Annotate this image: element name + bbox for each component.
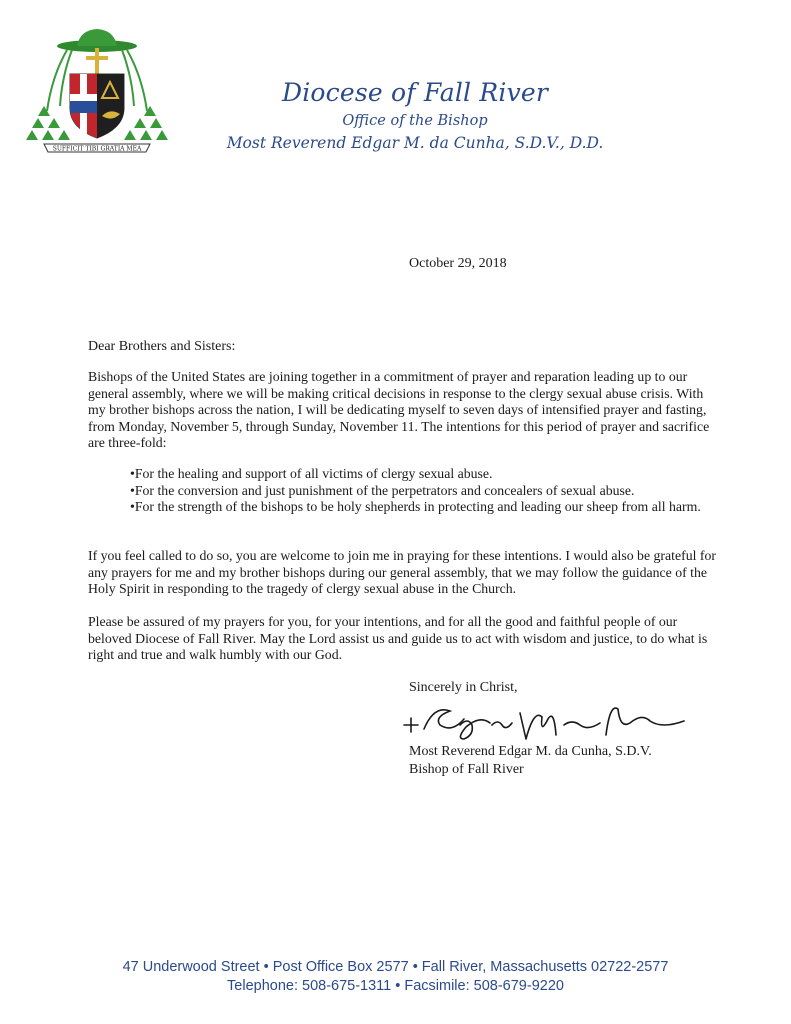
intention-item: • For the healing and support of all victims of clergy sexual abuse.	[130, 466, 710, 483]
letterhead-office: Office of the Bishop	[342, 113, 488, 129]
intention-item: • For the conversion and just punishment of the perpetrators and concealers of sexual abuse.	[130, 483, 710, 500]
letterhead-bishop: Most Reverend Edgar M. da Cunha, S.D.V., D.D.	[226, 134, 604, 152]
paragraph-2: If you feel called to do so, you are welcome to join me in praying for these intentions. I would also be grateful for any prayers for me and my brother bishops during our general assembly, that we may follow the guidance of the Holy Spirit in responding to the tragedy of clergy sexual abuse in the Church.	[88, 548, 716, 597]
letter-date: October 29, 2018	[409, 256, 507, 271]
svg-text:SUFFICIT TIBI GRATIA MEA: SUFFICIT TIBI GRATIA MEA	[52, 145, 142, 153]
signer-title: Bishop of Fall River	[409, 762, 524, 777]
footer-contact: Telephone: 508-675-1311 • Facsimile: 508-679-9220	[227, 978, 564, 994]
intentions-list	[130, 466, 710, 516]
letterhead-title: Diocese of Fall River	[281, 78, 549, 107]
salutation: Dear Brothers and Sisters:	[88, 339, 236, 354]
paragraph-3: Please be assured of my prayers for you, for your intentions, and for all the good and faithful people of our beloved Diocese of Fall River. May the Lord assist us and guide us to act with wisdom and justice, to do what is right and true and walk humbly with our God.	[88, 614, 708, 663]
coat-of-arms-logo	[22, 16, 172, 161]
closing: Sincerely in Christ,	[409, 680, 518, 695]
paragraph-1: Bishops of the United States are joining together in a commitment of prayer and reparation leading up to our general assembly, where we will be making critical decisions in response to the clergy sexual abuse crisis. With my brother bishops across the nation, I will be dedicating myself to seven days of intensified prayer and fasting, from Monday, November 5, through Sunday, November 11. The intentions for this period of prayer and sacrifice are three-fold:	[88, 369, 710, 451]
signer-name: Most Reverend Edgar M. da Cunha, S.D.V.	[409, 744, 652, 759]
footer-address: 47 Underwood Street • Post Office Box 2577 • Fall River, Massachusetts 02722-2577	[122, 959, 669, 975]
intention-item: • For the strength of the bishops to be holy shepherds in protecting and leading our sheep from all harm.	[130, 499, 710, 516]
